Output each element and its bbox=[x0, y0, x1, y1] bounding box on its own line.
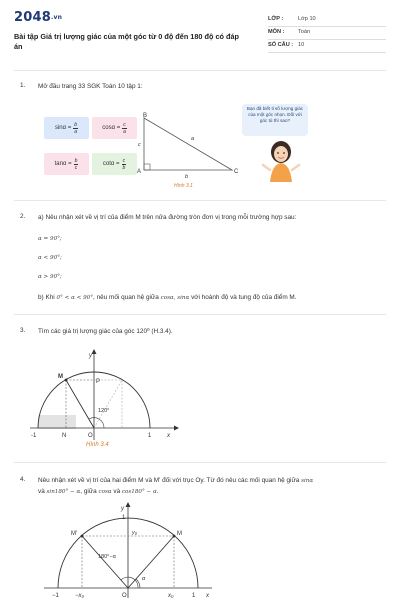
speech-bubble: Bạn đã biết tỉ số lượng giác của một góc nhọn. Đối với góc tù thì sao? bbox=[242, 104, 308, 136]
math-run: sin180° − α bbox=[46, 489, 81, 495]
logo-text: 2048 bbox=[14, 10, 51, 25]
tick-label: x₀ bbox=[168, 593, 174, 599]
vertex-label: B bbox=[143, 113, 148, 119]
math-run: cosα, sinα bbox=[160, 295, 190, 301]
cot-card bbox=[92, 153, 137, 175]
tick-label: −1 bbox=[52, 593, 59, 599]
tick-label: 1 bbox=[122, 515, 126, 521]
point-label: M bbox=[58, 374, 63, 380]
point-m bbox=[65, 379, 68, 382]
side-label: a bbox=[191, 136, 195, 142]
point-label: M' bbox=[71, 531, 78, 537]
fraction-num: c bbox=[122, 157, 126, 164]
point-m bbox=[173, 535, 176, 538]
fraction-den: c bbox=[74, 164, 78, 171]
shaded-region bbox=[38, 415, 76, 429]
meta-key: LỚP : bbox=[268, 16, 284, 22]
question-text: a) Nêu nhận xét về vị trí của điểm M trên nửa đường tròn đơn vị trong mỗi trường hợp sau: bbox=[38, 214, 297, 221]
text-run: Nêu nhận xét về vị trí của hai điểm M và M' đối với trục Oy. Từ đó nêu các mối quan hệ giữa bbox=[38, 477, 300, 484]
side-label: b bbox=[185, 174, 189, 180]
math-run: cosα bbox=[98, 489, 112, 495]
arm-left bbox=[263, 165, 270, 170]
card-fraction bbox=[122, 158, 127, 171]
question-number: 4. bbox=[20, 476, 26, 483]
divider bbox=[14, 314, 386, 315]
meta-value: Lớp 10 bbox=[298, 16, 316, 22]
fraction-num: b bbox=[74, 121, 78, 128]
radius-om-prime bbox=[82, 536, 128, 588]
angle-label: 120° bbox=[98, 408, 110, 414]
unit-circle-120-figure bbox=[26, 345, 186, 450]
side-label: c bbox=[138, 142, 141, 148]
meta-key: MÔN : bbox=[268, 29, 285, 35]
vertex-label: A bbox=[137, 169, 142, 175]
angle-label: α bbox=[142, 576, 146, 582]
axis-label: x bbox=[167, 433, 170, 439]
meta-value: 10 bbox=[298, 42, 305, 48]
divider bbox=[14, 70, 386, 71]
cos-card bbox=[92, 117, 137, 139]
point-label: N bbox=[62, 433, 67, 439]
figure-caption: Hình 3.1 bbox=[174, 183, 193, 189]
divider bbox=[14, 462, 386, 463]
case-item: α = 90°; bbox=[38, 236, 62, 242]
card-fraction bbox=[73, 122, 78, 135]
fraction-den: b bbox=[122, 164, 126, 171]
tick-label: -1 bbox=[31, 433, 37, 439]
vertex-label: C bbox=[234, 169, 239, 175]
right-triangle-figure bbox=[134, 108, 244, 190]
question-text: Mở đầu trang 33 SGK Toán 10 tập 1: bbox=[38, 83, 143, 90]
point-label: O bbox=[88, 433, 93, 439]
meta-row-subject bbox=[268, 27, 386, 40]
radius-om bbox=[128, 536, 174, 588]
divider bbox=[14, 200, 386, 201]
guide-line bbox=[94, 380, 122, 428]
text-run: , nêu mối quan hệ giữa bbox=[93, 294, 159, 301]
point-label: M bbox=[177, 531, 182, 537]
card-label: sinα = bbox=[54, 125, 72, 131]
sin-card bbox=[44, 117, 89, 139]
meta-key: SỐ CÂU : bbox=[268, 42, 294, 48]
tick-label: 1 bbox=[148, 433, 152, 439]
logo-ext: .vn bbox=[50, 14, 63, 21]
girl-illustration bbox=[260, 138, 302, 182]
card-label: cotα = bbox=[102, 161, 120, 167]
text-run: , giữa bbox=[80, 488, 97, 495]
fraction-num: b bbox=[74, 157, 78, 164]
point-label: O bbox=[122, 593, 127, 599]
face-shape bbox=[274, 146, 288, 162]
eye-right bbox=[283, 152, 285, 154]
meta-row-grade bbox=[268, 14, 386, 27]
y-axis-arrow bbox=[92, 349, 97, 354]
meta-row-count bbox=[268, 40, 386, 53]
tan-card bbox=[44, 153, 89, 175]
text-run: với hoành độ và tung độ của điểm M. bbox=[191, 294, 297, 301]
question-text: Tìm các giá trị lượng giác của góc 120⁰ (H.3.4). bbox=[38, 328, 173, 335]
point-m-prime bbox=[81, 535, 84, 538]
text-run: và bbox=[113, 488, 121, 495]
figure-caption: Hình 3.4 bbox=[86, 442, 109, 448]
case-item: α > 90°; bbox=[38, 274, 62, 280]
point-label: y₀ bbox=[132, 530, 138, 536]
page-title: Bài tập Giá trị lượng giác của một góc từ 0 độ đến 180 độ có đáp án bbox=[14, 32, 239, 51]
math-run: sinα bbox=[301, 478, 314, 484]
fraction-den: a bbox=[74, 128, 78, 135]
meta-value: Toán bbox=[298, 29, 311, 35]
axis-label: y bbox=[89, 353, 92, 359]
card-fraction bbox=[122, 122, 127, 135]
question-number: 3. bbox=[20, 327, 26, 334]
symmetric-points-figure bbox=[40, 500, 220, 600]
meta-table bbox=[268, 14, 386, 53]
fraction-num: c bbox=[123, 121, 126, 128]
x-axis-arrow bbox=[174, 426, 179, 431]
card-label: cosα = bbox=[102, 125, 121, 131]
case-item: α < 90°; bbox=[38, 255, 62, 261]
header bbox=[14, 10, 386, 60]
card-label: tanα = bbox=[54, 161, 72, 167]
tick-label: −x₀ bbox=[75, 593, 85, 599]
fraction-den: a bbox=[123, 128, 126, 135]
triangle-shape bbox=[144, 118, 232, 170]
axis-label: y bbox=[121, 506, 124, 512]
tick-label: 1 bbox=[192, 593, 196, 599]
eye-left bbox=[277, 152, 279, 154]
question-text bbox=[38, 476, 378, 486]
text-run: b) Khi bbox=[38, 294, 55, 301]
text-run: và bbox=[38, 488, 45, 495]
point-label: P bbox=[96, 379, 101, 385]
card-fraction bbox=[74, 158, 79, 171]
shirt-shape bbox=[270, 163, 292, 182]
question-number: 2. bbox=[20, 213, 26, 220]
part-b-text bbox=[38, 293, 297, 303]
axis-label: x bbox=[206, 593, 209, 599]
right-angle-mark bbox=[144, 164, 150, 170]
question-text-line2 bbox=[38, 487, 159, 497]
question-number: 1. bbox=[20, 82, 26, 89]
math-run: cos180° − α. bbox=[121, 489, 159, 495]
arm-right bbox=[292, 165, 299, 170]
y-axis-arrow bbox=[126, 502, 131, 507]
math-run: 0° < α < 90° bbox=[56, 295, 94, 301]
site-logo[interactable] bbox=[14, 10, 62, 25]
angle-label: 180°−α bbox=[98, 554, 116, 560]
